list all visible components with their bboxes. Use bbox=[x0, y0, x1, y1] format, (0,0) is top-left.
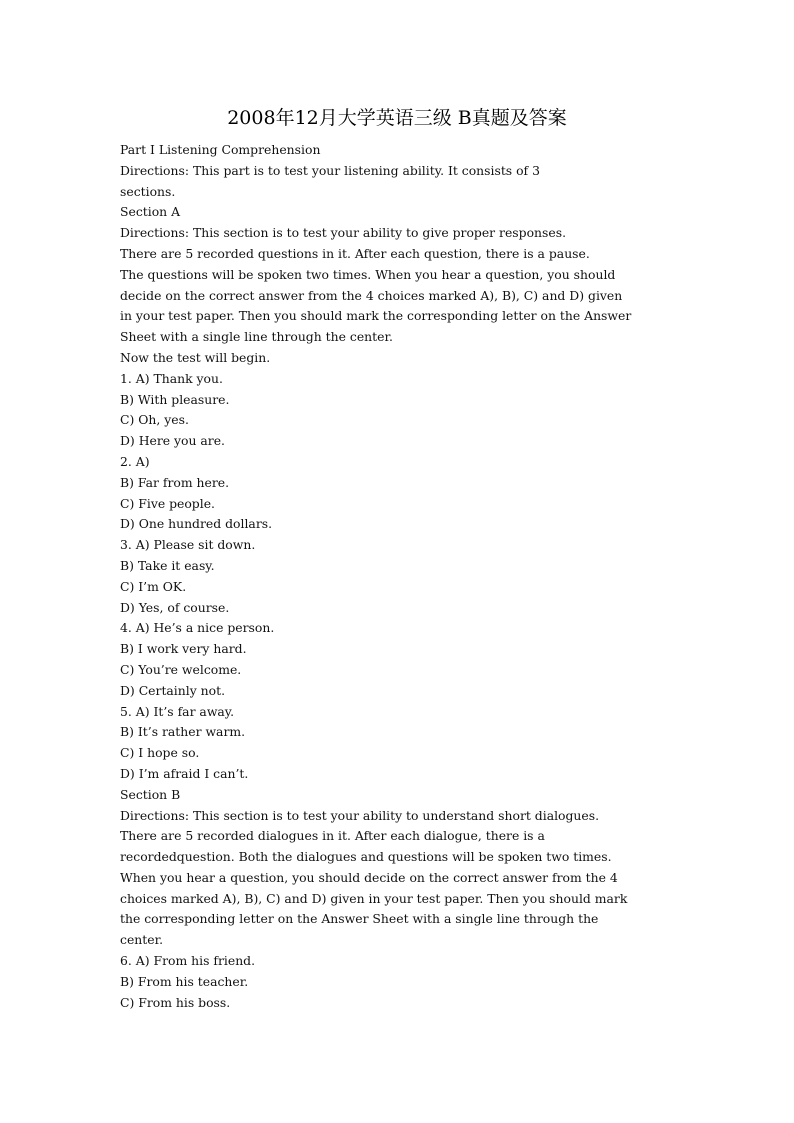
section-b-directions-line: choices marked A), B), C) and D) given in your test paper. Then you should mark bbox=[120, 890, 628, 906]
section-b-heading: Section B bbox=[120, 786, 181, 802]
section-a-directions-line: decide on the correct answer from the 4 choices marked A), B), C) and D) given bbox=[120, 287, 623, 303]
section-a-heading: Section A bbox=[120, 204, 181, 220]
section-a-directions-line: The questions will be spoken two times. When you hear a question, you should bbox=[120, 266, 616, 282]
question-2-option-b: B) Far from here. bbox=[120, 474, 230, 490]
question-5-option-b: B) It’s rather warm. bbox=[120, 724, 246, 740]
part-heading: Part I Listening Comprehension bbox=[120, 142, 321, 157]
question-1-option-c: C) Oh, yes. bbox=[120, 412, 189, 428]
document-title: 2008年12月大学英语三级 B真题及答案 bbox=[227, 107, 567, 129]
question-2-option-d: D) One hundred dollars. bbox=[120, 516, 273, 532]
document-body bbox=[120, 140, 680, 1013]
question-6-option-c: C) From his boss. bbox=[120, 994, 231, 1010]
section-b-directions-line: the corresponding letter on the Answer Sheet with a single line through the bbox=[120, 911, 599, 927]
question-3-option-c: C) I’m OK. bbox=[120, 578, 187, 594]
question-5-option-c: C) I hope so. bbox=[120, 745, 200, 761]
section-b-directions-line: center. bbox=[120, 932, 164, 948]
section-b-directions-line: recordedquestion. Both the dialogues and questions will be spoken two times. bbox=[120, 849, 612, 865]
section-b-directions-line: When you hear a question, you should decide on the correct answer from the 4 bbox=[120, 869, 618, 885]
question-5-option-a: 5. A) It’s far away. bbox=[120, 703, 235, 719]
section-b-directions-line: Directions: This section is to test your ability to understand short dialogues. bbox=[120, 807, 600, 823]
question-6-option-a: 6. A) From his friend. bbox=[120, 953, 256, 969]
question-2-option-c: C) Five people. bbox=[120, 495, 215, 511]
question-4-option-d: D) Certainly not. bbox=[120, 682, 226, 698]
test-begin-line: Now the test will begin. bbox=[120, 349, 271, 365]
question-1-option-d: D) Here you are. bbox=[120, 433, 225, 449]
question-3-option-d: D) Yes, of course. bbox=[120, 599, 230, 615]
question-4-option-c: C) You’re welcome. bbox=[120, 661, 242, 677]
part-directions-line: Directions: This part is to test your listening ability. It consists of 3 bbox=[120, 162, 540, 178]
section-a-directions-line: Directions: This section is to test your ability to give proper responses. bbox=[120, 225, 567, 241]
question-4-option-b: B) I work very hard. bbox=[120, 641, 247, 657]
section-a-directions-line: There are 5 recorded questions in it. After each question, there is a pause. bbox=[120, 245, 590, 261]
question-4-option-a: 4. A) He’s a nice person. bbox=[120, 620, 275, 636]
question-2-option-a: 2. A) bbox=[120, 453, 150, 469]
section-a-directions-line: Sheet with a single line through the center. bbox=[120, 329, 393, 345]
part-directions-line: sections. bbox=[120, 183, 176, 199]
question-3-option-b: B) Take it easy. bbox=[120, 557, 215, 573]
question-1-option-b: B) With pleasure. bbox=[120, 391, 230, 407]
section-b-directions-line: There are 5 recorded dialogues in it. After each dialogue, there is a bbox=[120, 828, 545, 844]
question-5-option-d: D) I’m afraid I can’t. bbox=[120, 765, 249, 781]
question-3-option-a: 3. A) Please sit down. bbox=[120, 537, 256, 553]
question-6-option-b: B) From his teacher. bbox=[120, 973, 249, 989]
question-1-option-a: 1. A) Thank you. bbox=[120, 370, 223, 386]
section-a-directions-line: in your test paper. Then you should mark the corresponding letter on the Answer bbox=[120, 308, 632, 324]
